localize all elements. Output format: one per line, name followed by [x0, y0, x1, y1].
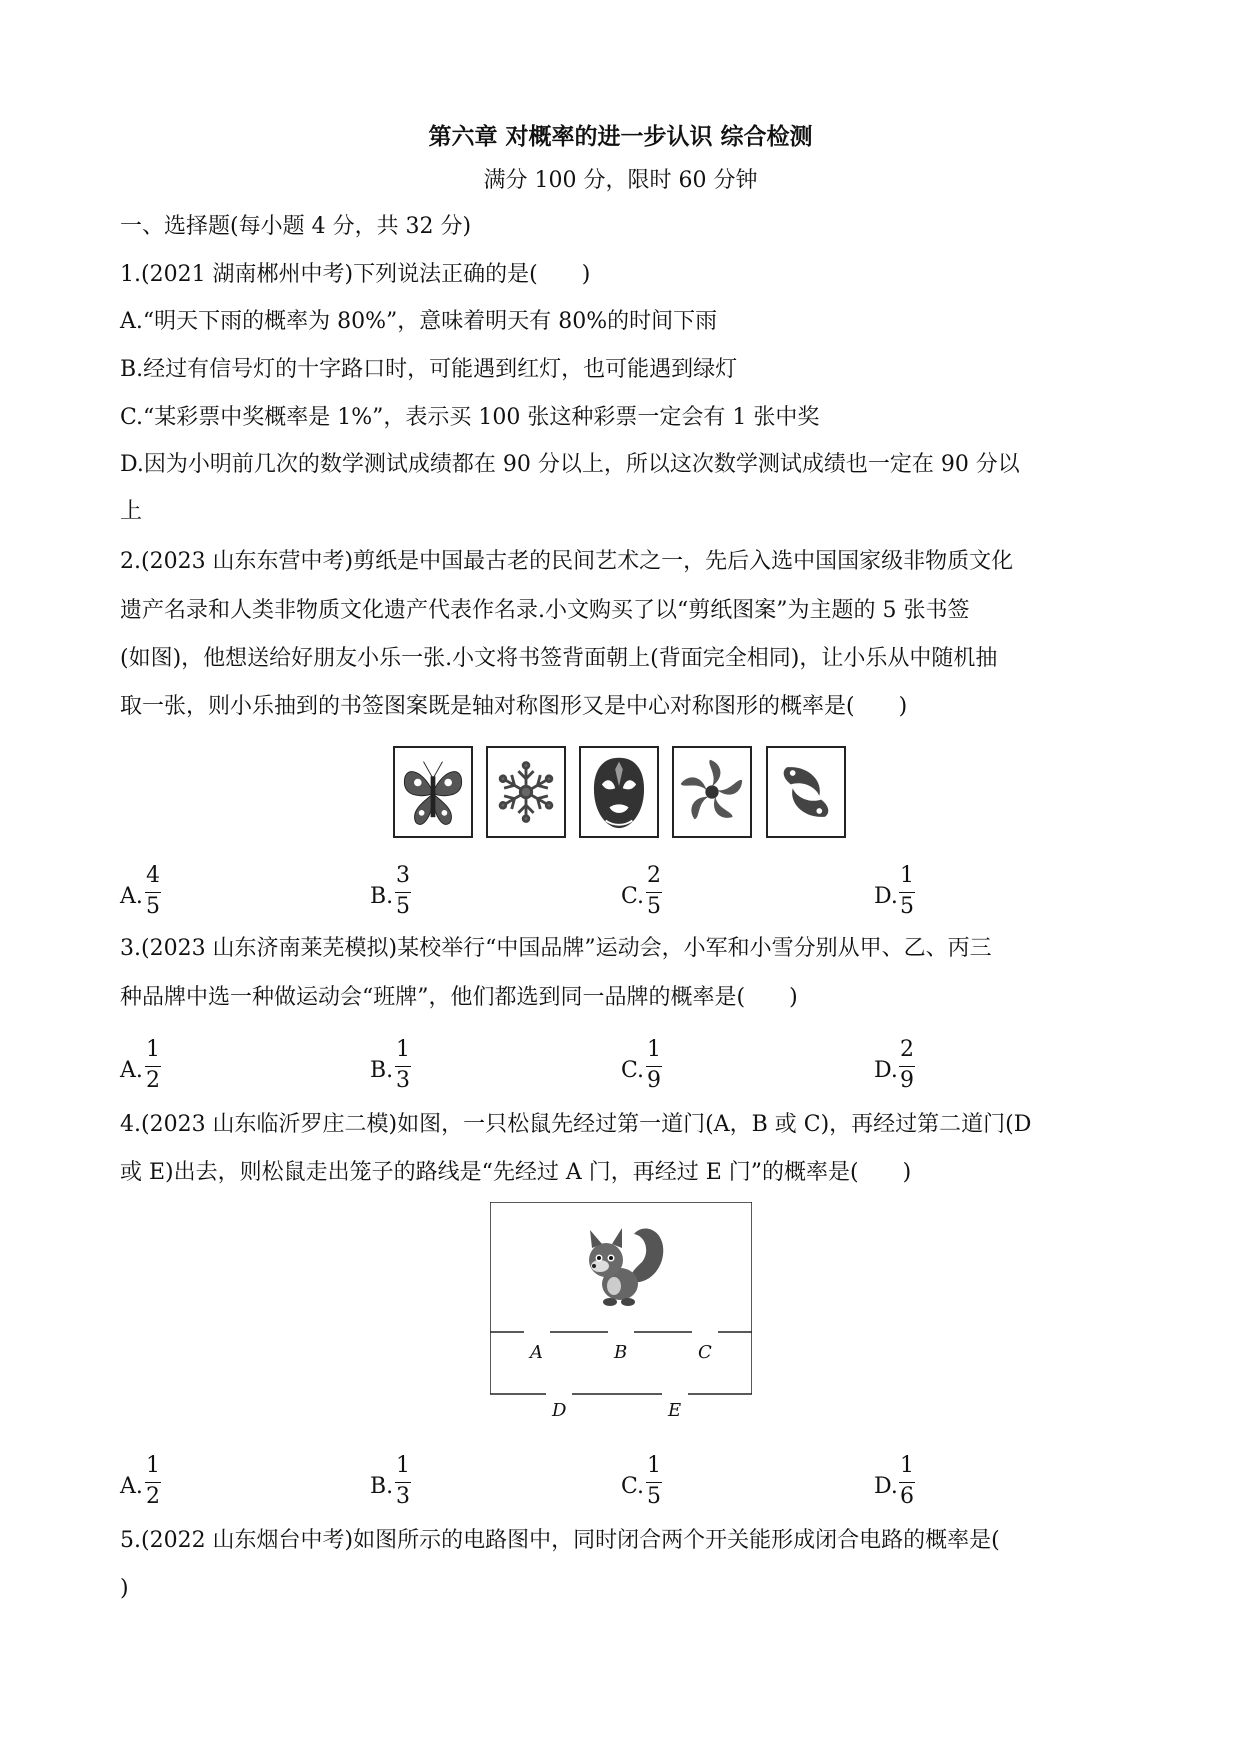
- q2-line1: 2.(2023 山东东营中考)剪纸是中国最古老的民间艺术之一，先后入选中国国家级非物质文化: [120, 549, 1014, 574]
- q3-line2: 种品牌中选一种做运动会“班牌”，他们都选到同一品牌的概率是( ): [120, 985, 798, 1010]
- q1-stem: 1.(2021 湖南郴州中考)下列说法正确的是( ): [120, 262, 591, 287]
- q2-line4: 取一张，则小乐抽到的书签图案既是轴对称图形又是中心对称图形的概率是( ): [120, 694, 908, 719]
- bookmark-snowflake-image: [486, 746, 566, 838]
- q1-option-b: B.经过有信号灯的十字路口时，可能遇到红灯，也可能遇到绿灯: [120, 357, 738, 382]
- section-heading: 一、选择题(每小题 4 分，共 32 分): [120, 214, 472, 239]
- q1-option-a: A.“明天下雨的概率为 80%”，意味着明天有 80%的时间下雨: [120, 309, 718, 334]
- cage-figure: [490, 1202, 752, 1421]
- bookmark-opera-mask-image: [579, 746, 659, 838]
- page-title: 第六章 对概率的进一步认识 综合检测: [428, 123, 813, 150]
- q1-option-c: C.“某彩票中奖概率是 1%”，表示买 100 张这种彩票一定会有 1 张中奖: [120, 405, 820, 430]
- q5-line1: 5.(2022 山东烟台中考)如图所示的电路图中，同时闭合两个开关能形成闭合电路的概率是(: [120, 1528, 1000, 1553]
- q4-line1: 4.(2023 山东临沂罗庄二模)如图，一只松鼠先经过第一道门(A，B 或 C)，再经过第二道门(D: [120, 1112, 1032, 1137]
- q2-line2: 遗产名录和人类非物质文化遗产代表作名录.小文购买了以“剪纸图案”为主题的 5 张书签: [120, 598, 970, 623]
- bookmark-butterfly-image: [393, 746, 473, 838]
- bookmark-fish-image: [766, 746, 846, 838]
- bookmark-pinwheel-image: [672, 746, 752, 838]
- q5-line2: ): [120, 1576, 129, 1601]
- gate-e-label: E: [668, 1400, 682, 1421]
- gate-a-label: A: [530, 1342, 543, 1363]
- q3-line1: 3.(2023 山东济南莱芜模拟)某校举行“中国品牌”运动会，小军和小雪分别从甲、乙、丙三: [120, 936, 992, 961]
- page-subtitle: 满分 100 分，限时 60 分钟: [483, 168, 758, 193]
- gate-b-label: B: [614, 1342, 628, 1363]
- q4-line2: 或 E)出去，则松鼠走出笼子的路线是“先经过 A 门，再经过 E 门”的概率是( ): [120, 1160, 912, 1185]
- q1-option-d-line2: 上: [120, 499, 143, 524]
- q1-option-d-line1: D.因为小明前几次的数学测试成绩都在 90 分以上，所以这次数学测试成绩也一定在 90 分以: [120, 452, 1020, 477]
- squirrel-image: [572, 1222, 672, 1312]
- gate-d-label: D: [552, 1400, 567, 1421]
- gate-c-label: C: [698, 1342, 712, 1363]
- q2-line3: (如图)，他想送给好朋友小乐一张.小文将书签背面朝上(背面完全相同)，让小乐从中随机抽: [120, 646, 998, 671]
